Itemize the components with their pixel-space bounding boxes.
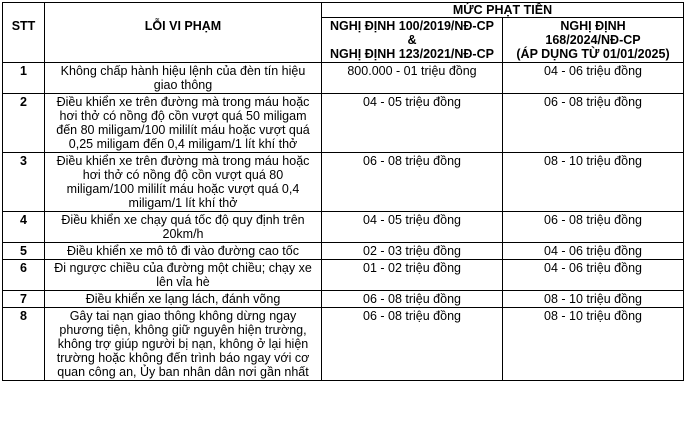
row-violation: Điều khiển xe trên đường mà trong máu hoặc hơi thở có nồng độ cồn vượt quá 50 miligam đến 80 miligam/100 mililít máu hoặc vượt quá 0,25 miligam đến 0,4 miligam/1 lít khí thở [45, 94, 322, 153]
row-new-fine: 06 - 08 triệu đồng [503, 94, 684, 153]
row-new-fine: 06 - 08 triệu đồng [503, 212, 684, 243]
row-old-fine: 06 - 08 triệu đồng [322, 291, 503, 308]
row-violation: Gây tai nạn giao thông không dừng ngay phương tiện, không giữ nguyên hiện trường, không trợ giúp người bị nạn, không ở lại hiện trường hoặc không đến trình báo ngay với cơ quan công an, Ủy ban nhân dân nơi gần nhất [45, 308, 322, 381]
row-violation: Điều khiển xe chạy quá tốc độ quy định trên 20km/h [45, 212, 322, 243]
header-new-decree [503, 18, 684, 63]
row-new-fine: 04 - 06 triệu đồng [503, 63, 684, 94]
row-old-fine: 06 - 08 triệu đồng [322, 153, 503, 212]
row-new-fine: 08 - 10 triệu đồng [503, 153, 684, 212]
table-row [3, 243, 684, 260]
row-stt: 5 [3, 243, 45, 260]
new-decree-line3: (ÁP DỤNG TỪ 01/01/2025) [516, 47, 670, 61]
row-new-fine: 04 - 06 triệu đồng [503, 243, 684, 260]
new-decree-line2: 168/2024/NĐ-CP [545, 33, 641, 47]
table-row [3, 153, 684, 212]
table-row [3, 212, 684, 243]
old-decree-line2: & [407, 33, 417, 47]
row-old-fine: 06 - 08 triệu đồng [322, 308, 503, 381]
row-stt: 6 [3, 260, 45, 291]
row-stt: 2 [3, 94, 45, 153]
table-row [3, 291, 684, 308]
new-decree-line1: NGHỊ ĐỊNH [560, 19, 626, 33]
header-stt: STT [3, 3, 45, 63]
row-stt: 7 [3, 291, 45, 308]
header-fine-amount: MỨC PHẠT TIỀN [322, 3, 684, 18]
row-new-fine: 08 - 10 triệu đồng [503, 308, 684, 381]
fine-comparison-table [2, 2, 684, 381]
row-old-fine: 02 - 03 triệu đồng [322, 243, 503, 260]
old-decree-line3: NGHỊ ĐỊNH 123/2021/NĐ-CP [330, 47, 494, 61]
header-violation: LỖI VI PHẠM [45, 3, 322, 63]
row-new-fine: 08 - 10 triệu đồng [503, 291, 684, 308]
row-violation: Không chấp hành hiệu lệnh của đèn tín hiệu giao thông [45, 63, 322, 94]
table-row [3, 63, 684, 94]
table-row [3, 94, 684, 153]
header-old-decree [322, 18, 503, 63]
row-violation: Điều khiển xe mô tô đi vào đường cao tốc [45, 243, 322, 260]
row-old-fine: 04 - 05 triệu đồng [322, 94, 503, 153]
row-violation: Điều khiển xe trên đường mà trong máu hoặc hơi thở có nồng độ cồn vượt quá 80 miligam/100 mililít máu hoặc vượt quá 0,4 miligam/1 lít khí thở [45, 153, 322, 212]
row-stt: 1 [3, 63, 45, 94]
row-stt: 4 [3, 212, 45, 243]
header-row-top [3, 3, 684, 18]
row-violation: Điều khiển xe lạng lách, đánh võng [45, 291, 322, 308]
row-stt: 8 [3, 308, 45, 381]
row-stt: 3 [3, 153, 45, 212]
table-row [3, 308, 684, 381]
table-row [3, 260, 684, 291]
row-old-fine: 01 - 02 triệu đồng [322, 260, 503, 291]
row-old-fine: 800.000 - 01 triệu đồng [322, 63, 503, 94]
row-old-fine: 04 - 05 triệu đồng [322, 212, 503, 243]
row-new-fine: 04 - 06 triệu đồng [503, 260, 684, 291]
row-violation: Đi ngược chiều của đường một chiều; chạy xe lên vỉa hè [45, 260, 322, 291]
old-decree-line1: NGHỊ ĐỊNH 100/2019/NĐ-CP [330, 19, 494, 33]
